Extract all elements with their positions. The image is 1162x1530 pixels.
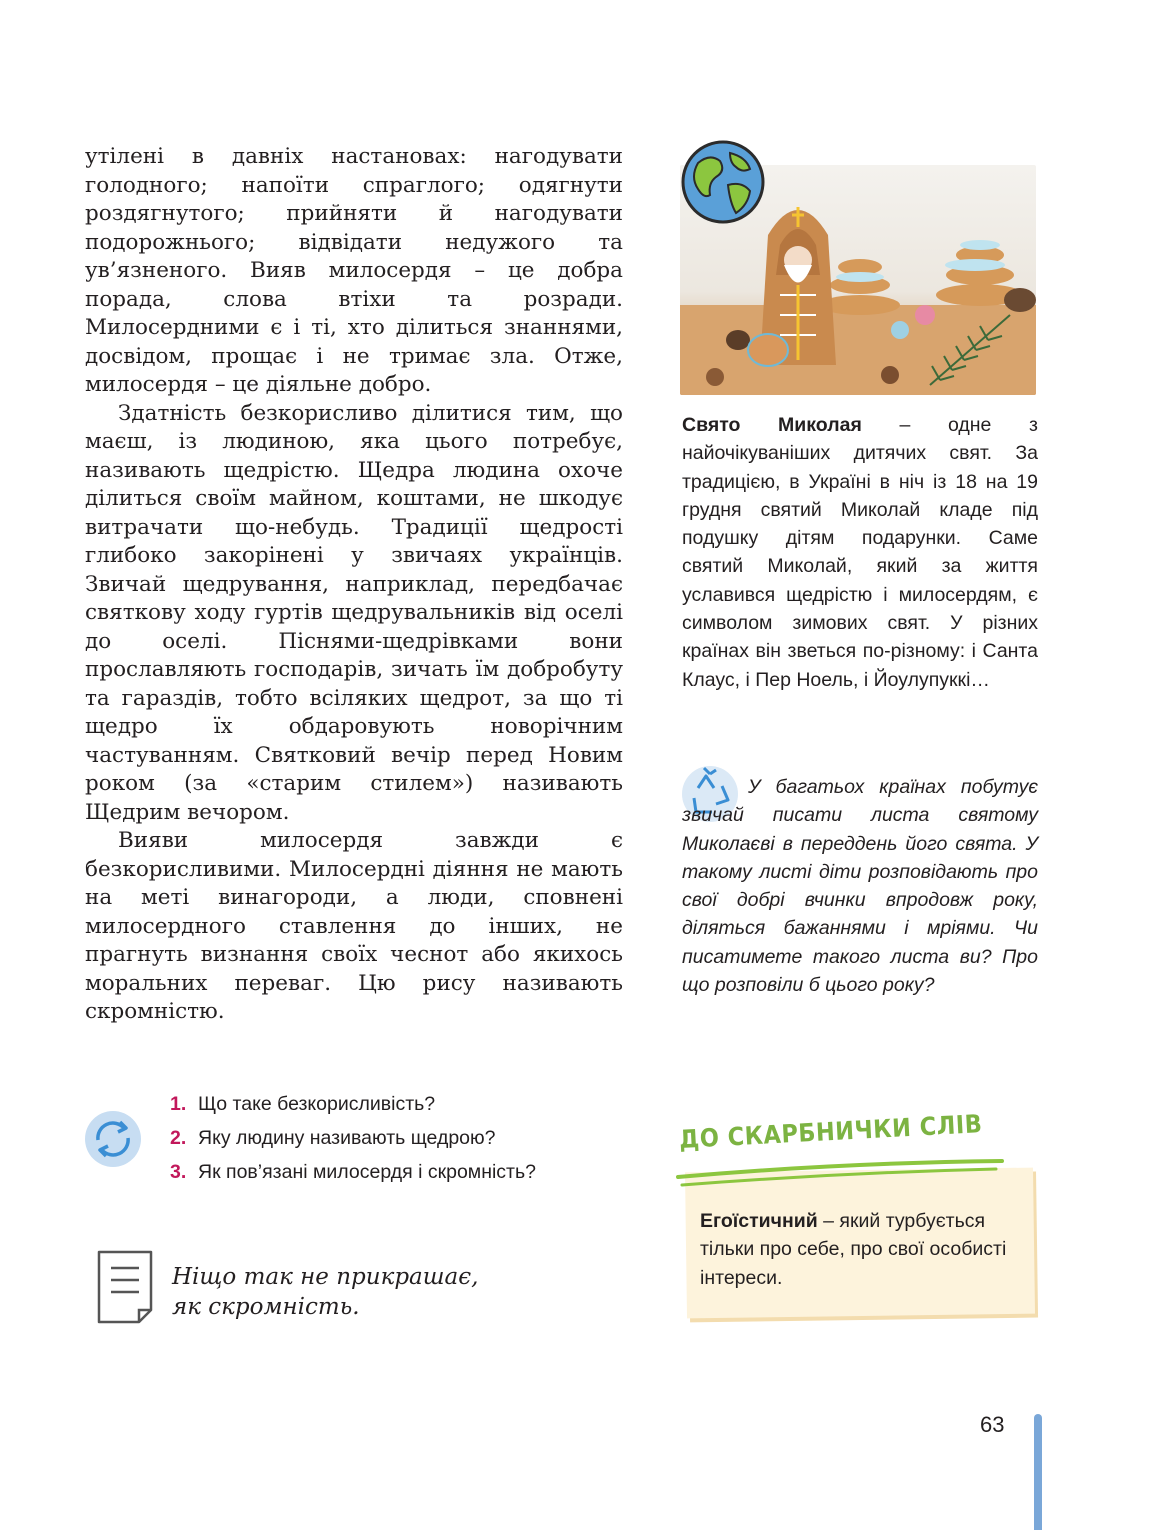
refresh-icon (84, 1110, 142, 1168)
paragraph-2: Здатність безкорисливо ділитися тим, що маєш, із людиною, яка цього потребує, називають щедрістю. Щедра людина охоче ділиться своїм майном, коштами, не шкодує витрачати що-небудь. Традиції щедрості глибоко закорінені у звичаях українців. Звичай щедрування, наприклад, передбачає святкову ходу гуртів щедрувальників від оселі до оселі. Піснями-щедрівками вони прославляють господарів, зичать їм добробуту та гараздів, тобто всіляких щедрот, за що ті щедро їх обдаровують новорічним частуванням. Святковий вечір перед Новим роком (за «старим стилем») називають Щедрим вечором. (85, 400, 623, 825)
photo-caption (682, 411, 1038, 694)
document-icon (95, 1248, 155, 1326)
question-list (170, 1087, 536, 1189)
main-text (85, 143, 623, 1027)
quote-line-2: як скромність. (172, 1294, 360, 1320)
quote-line-1: Ніщо так не прикрашає, (172, 1264, 479, 1290)
vocab-title: ДО СКАРБНИЧКИ СЛІВ (678, 1109, 984, 1154)
question-item: 1. Що таке безкорисливість? (170, 1093, 436, 1115)
question-item: 2. Яку людину називають щедрою? (170, 1127, 496, 1149)
globe-icon (680, 139, 766, 225)
page-edge-bar (1034, 1414, 1042, 1530)
vocab-definition: Егоїстичний – який турбується тільки про себе, про свої особисті інтереси. (700, 1210, 1007, 1289)
vocab-term: Егоїстичний (700, 1210, 818, 1232)
vocab-underline (676, 1155, 1006, 1189)
caption-text: – одне з найочікуваніших дитячих свят. За традицією, в Україні в ніч із 18 на 19 грудня святий Миколай кладе під подушку дітям подарунки. Саме святий Миколай, який за життя уславився щедрістю і милосердям, є символом зимових свят. У різних країнах він зветься по-різному: і Санта Клаус, і Пер Ноель, і Йоулупуккі… (682, 414, 1038, 691)
italic-note: У багатьох країнах побутує звичай писати листа святому Миколаєві в переддень його свята. У такому листі діти розповідають про свої добрі вчинки впродовж року, діляться бажаннями і мріями. Чи писатимете такого листа ви? Про що розповіли б цього року? (682, 776, 1038, 997)
page-number: 63 (980, 1412, 1005, 1437)
paragraph-3: Вияви милосердя завжди є безкорисливими. Милосердні діяння не мають на меті винагороди, а люди, сповнені милосердного ставлення до інших, не прагнуть визнання своїх чеснот або якихось моральних переваг. Цю рису називають скромністю. (85, 828, 623, 1024)
quote (172, 1262, 478, 1322)
caption-title: Свято Миколая (682, 414, 862, 436)
question-item: 3. Як пов’язані милосердя і скромність? (170, 1161, 536, 1183)
paragraph-1: утілені в давніх настановах: нагодувати голодного; напоїти спраглого; одягнути роздягнутого; прийняти й нагодувати подорожнього; відвідати недужого та ув’язненого. Вияв милосердя – це добра порада, слова втіхи та розради. Милосердними є і ті, хто ділиться знаннями, досвідом, прощає і не тримає зла. Отже, милосердя – це діяльне добро. (85, 144, 623, 397)
